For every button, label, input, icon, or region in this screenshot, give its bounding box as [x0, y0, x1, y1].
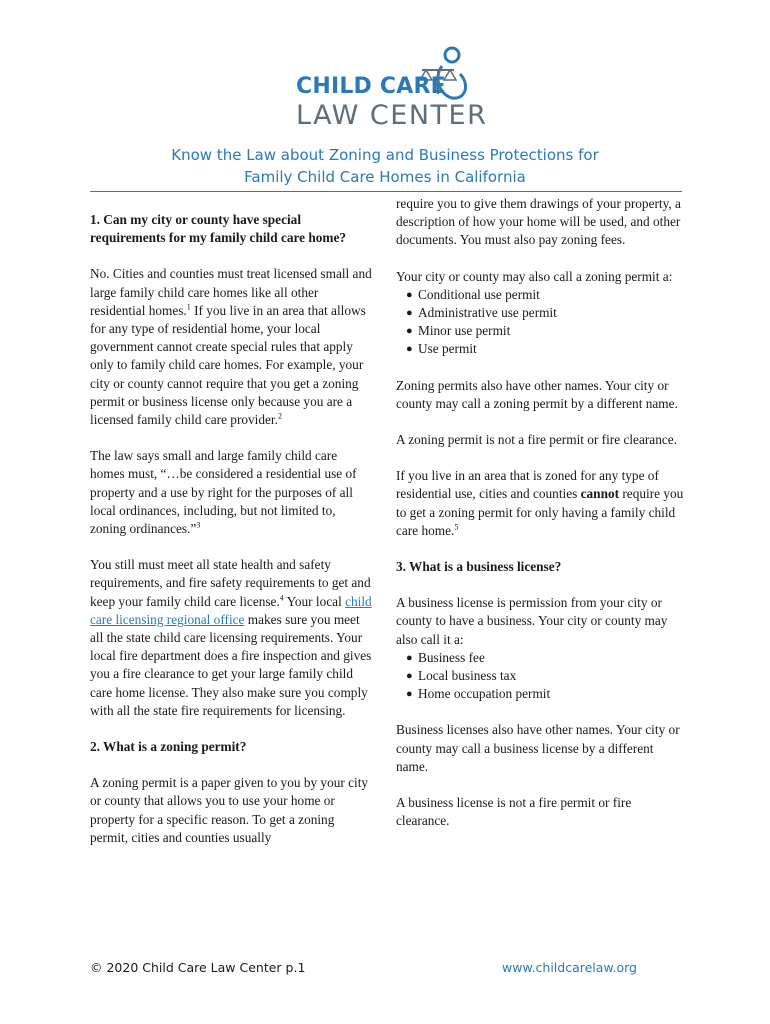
title-line1: Know the Law about Zoning and Business Protections for	[171, 146, 599, 164]
paragraph: Zoning permits also have other names. Your city or county may call a zoning permit by a different name.	[396, 377, 678, 411]
list-item: ● Local business tax	[406, 667, 686, 685]
question-3: 3. What is a business license?	[396, 559, 562, 575]
zoning-block	[396, 268, 686, 359]
logo-line1: CHILD CARE	[296, 74, 446, 99]
title-rule	[90, 191, 682, 192]
question-2: 2. What is a zoning permit?	[90, 739, 247, 755]
list-item: ● Business fee	[406, 649, 686, 667]
paragraph: A business license is not a fire permit or fire clearance.	[396, 795, 632, 829]
zoning-permit-list	[396, 286, 686, 359]
right-column	[396, 195, 686, 848]
paragraph: Business licenses also have other names. Your city or county may call a business license by a different name.	[396, 722, 680, 774]
question-1: 1. Can my city or county have special requirements for my family child care home?	[90, 212, 347, 246]
footer-copyright: © 2020 Child Care Law Center p.1	[90, 960, 306, 975]
left-column	[90, 211, 375, 865]
business-license-list	[396, 649, 686, 704]
logo-line2: LAW CENTER	[296, 100, 488, 131]
paragraph: No. Cities and counties must treat licensed small and large family child care homes like all other residential homes.$^1$ If you live in an area that allows for any type of residential home, your local government cannot create special rules that apply only to family child care homes. For example, your city or county cannot require that you get a zoning permit or business license only because you are a licensed family child care provider.$^2$	[90, 266, 372, 428]
paragraph: If you live in an area that is zoned for any type of residential use, cities and counties cannot require you to get a zoning permit for only having a family child care home.$^5$	[396, 468, 684, 538]
list-item: ● Minor use permit	[406, 322, 686, 340]
paragraph: A zoning permit is a paper given to you by your city or county that allows you to use your home or property for a specific reason. To get a zoning permit, cities and counties usually	[90, 775, 369, 845]
paragraph: A zoning permit is not a fire permit or fire clearance.	[396, 432, 677, 448]
list-item: ● Home occupation permit	[406, 685, 686, 703]
page-title	[90, 144, 680, 188]
paragraph: The law says small and large family child care homes must, “…be considered a residential use of property and a use by right for the purposes of all local ordinances, including, but not limited to, zoning ordinances.”$^3$	[90, 448, 357, 537]
list-item: ● Administrative use permit	[406, 304, 686, 322]
footer-website-link[interactable]: www.childcarelaw.org	[502, 960, 637, 975]
licensing-office-link[interactable]: child care licensing regional office	[90, 593, 372, 627]
paragraph: A business license is permission from your city or county to have a business. Your city or county may also call it a:	[396, 595, 668, 647]
list-item: ● Use permit	[406, 340, 686, 358]
paragraph: You still must meet all state health and safety requirements, and fire safety requirements to get and keep your family child care license.$^4$ Your local child care licensing regional office makes sure you meet all the state child care licensing requirements. Your local fire department does a fire inspection and gives you a fire clearance to get your large family child care home license. They also make sure you comply with all the state fire requirements for licensing.	[90, 557, 372, 718]
business-block	[396, 594, 686, 703]
logo	[296, 44, 488, 131]
paragraph: Your city or county may also call a zoning permit a:	[396, 268, 673, 284]
paragraph: require you to give them drawings of your property, a description of how your home will be used, and other documents. You must also pay zoning fees.	[396, 196, 681, 248]
title-line2: Family Child Care Homes in California	[244, 168, 526, 186]
list-item: ● Conditional use permit	[406, 286, 686, 304]
